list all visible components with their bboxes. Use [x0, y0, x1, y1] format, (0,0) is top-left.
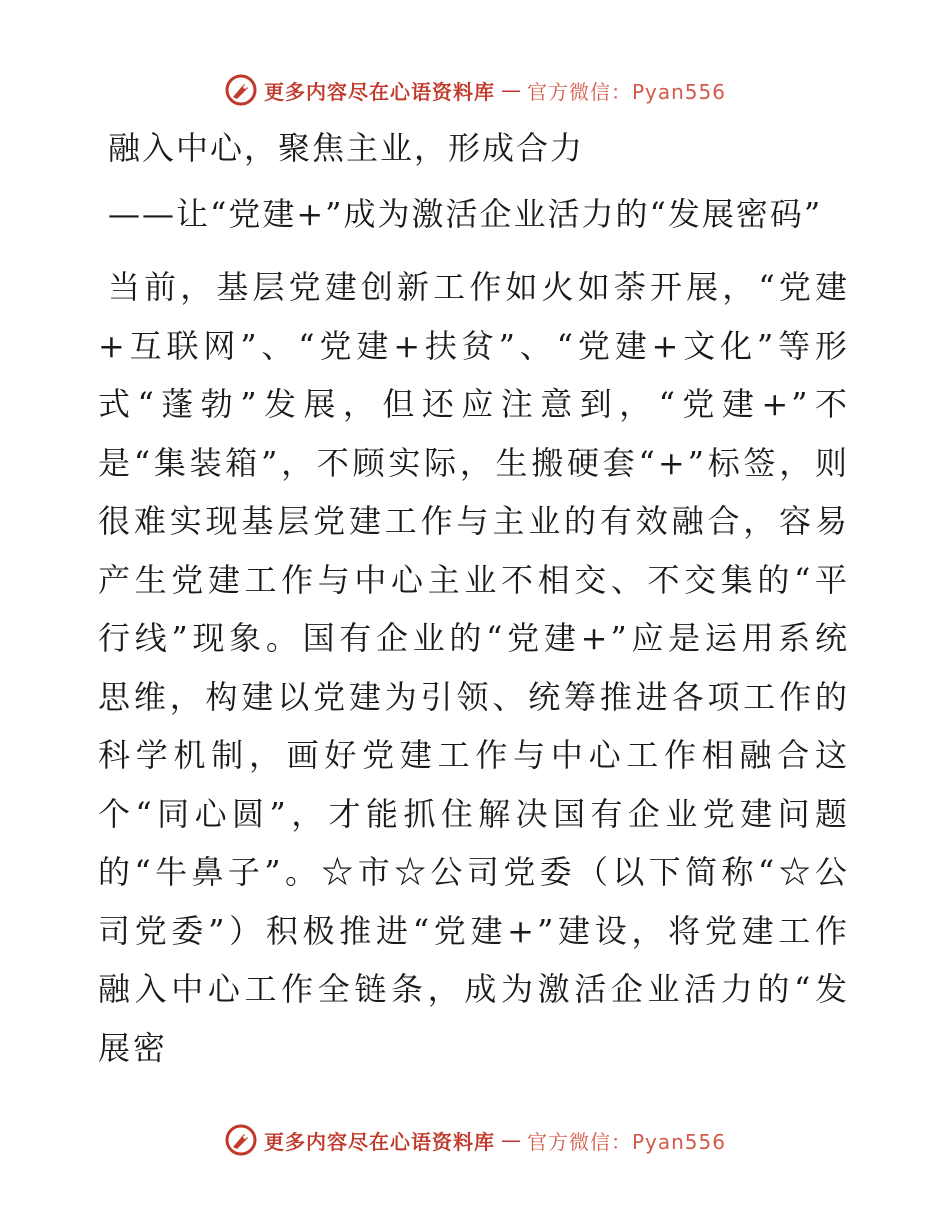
pen-nib-logo-icon: [224, 1123, 258, 1157]
banner-separator: —: [500, 78, 521, 102]
body-paragraph: 当前，基层党建创新工作如火如荼开展，“党建+互联网”、“党建+扶贫”、“党建+文化”等形式“蓬勃”发展，但还应注意到，“党建+”不是“集装箱”，不顾实际，生搬硬套“+”标签，则很难实现基层党建工作与主业的有效融合，容易产生党建工作与中心主业不相交、不交集的“平行线”现象。国有企业的“党建+”应是运用系统思维，构建以党建为引领、统筹推进各项工作的科学机制，画好党建工作与中心工作相融合这个“同心圆”，才能抓住解决国有企业党建问题的“牛鼻子”。☆市☆公司党委（以下简称“☆公司党委”）积极推进“党建+”建设，将党建工作融入中心工作全链条，成为激活企业活力的“发展密: [98, 268, 850, 1067]
banner-official-wechat: 官方微信：Pyan556: [526, 79, 726, 104]
pen-nib-logo-icon: [224, 73, 258, 107]
footer-banner: [0, 1120, 950, 1160]
document-title: 融入中心，聚焦主业，形成合力: [108, 129, 585, 167]
footer-official-wechat: 官方微信：Pyan556: [526, 1129, 726, 1154]
footer-brand-text: 更多内容尽在心语资料库: [263, 1129, 495, 1154]
banner-brand-text: 更多内容尽在心语资料库: [263, 79, 495, 104]
footer-separator: —: [500, 1128, 521, 1152]
document-body: [98, 120, 850, 1077]
header-banner: [0, 70, 950, 110]
document-subtitle: ——让“党建+”成为激活企业活力的“发展密码”: [108, 195, 823, 233]
